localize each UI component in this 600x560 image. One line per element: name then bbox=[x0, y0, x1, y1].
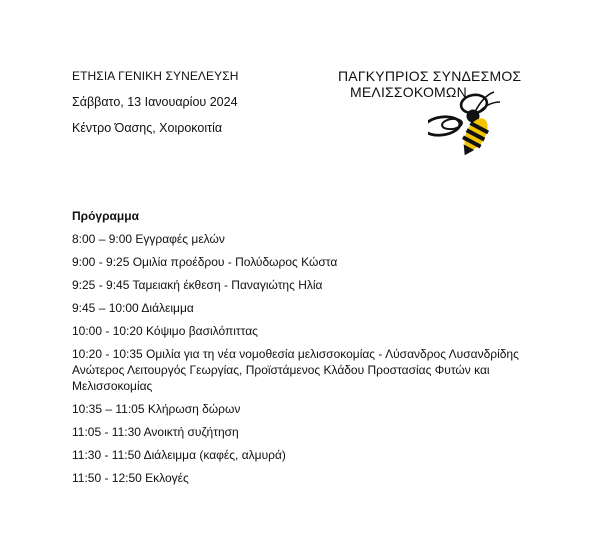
event-title: ΕΤΗΣΙΑ ΓΕΝΙΚΗ ΣΥΝΕΛΕΥΣΗ bbox=[72, 69, 239, 83]
logo-text-line-2: ΜΕΛΙΣΣΟΚΟΜΩΝ bbox=[350, 84, 467, 100]
program-section bbox=[72, 208, 542, 493]
program-item: 11:05 - 11:30 Ανοικτή συζήτηση bbox=[72, 425, 239, 439]
logo-text-line-1: ΠΑΓΚΥΠΡΙΟΣ ΣΥΝΔΕΣΜΟΣ bbox=[338, 68, 522, 84]
program-item: 10:35 – 11:05 Κλήρωση δώρων bbox=[72, 402, 241, 416]
program-item: 10:00 - 10:20 Κόψιμο βασιλόπιττας bbox=[72, 324, 258, 338]
program-item: 11:30 - 11:50 Διάλειμμα (καφές, αλμυρά) bbox=[72, 448, 286, 462]
bee-icon bbox=[428, 82, 508, 158]
program-item: 10:20 - 10:35 Ομιλία για τη νέα νομοθεσία μελισσοκομίας - Λύσανδρος Λυσανδρίδης Ανώτερος Λειτουργός Γεωργίας, Προϊστάμενος Κλάδου Προστασίας Φυτών και Μελισσοκομίας bbox=[72, 347, 519, 393]
program-item: 8:00 – 9:00 Εγγραφές μελών bbox=[72, 232, 225, 246]
event-date: Σάββατο, 13 Ιανουαρίου 2024 bbox=[72, 95, 238, 109]
event-header bbox=[72, 68, 239, 146]
program-heading: Πρόγραμμα bbox=[72, 209, 139, 223]
program-item: 11:50 - 12:50 Εκλογές bbox=[72, 471, 189, 485]
program-item: 9:00 - 9:25 Ομιλία προέδρου - Πολύδωρος Κώστα bbox=[72, 255, 338, 269]
event-location: Κέντρο Όασης, Χοιροκοιτία bbox=[72, 121, 223, 135]
association-logo bbox=[332, 66, 522, 158]
program-item: 9:25 - 9:45 Ταμειακή έκθεση - Παναγιώτης Ηλία bbox=[72, 278, 323, 292]
program-item: 9:45 – 10:00 Διάλειμμα bbox=[72, 301, 194, 315]
